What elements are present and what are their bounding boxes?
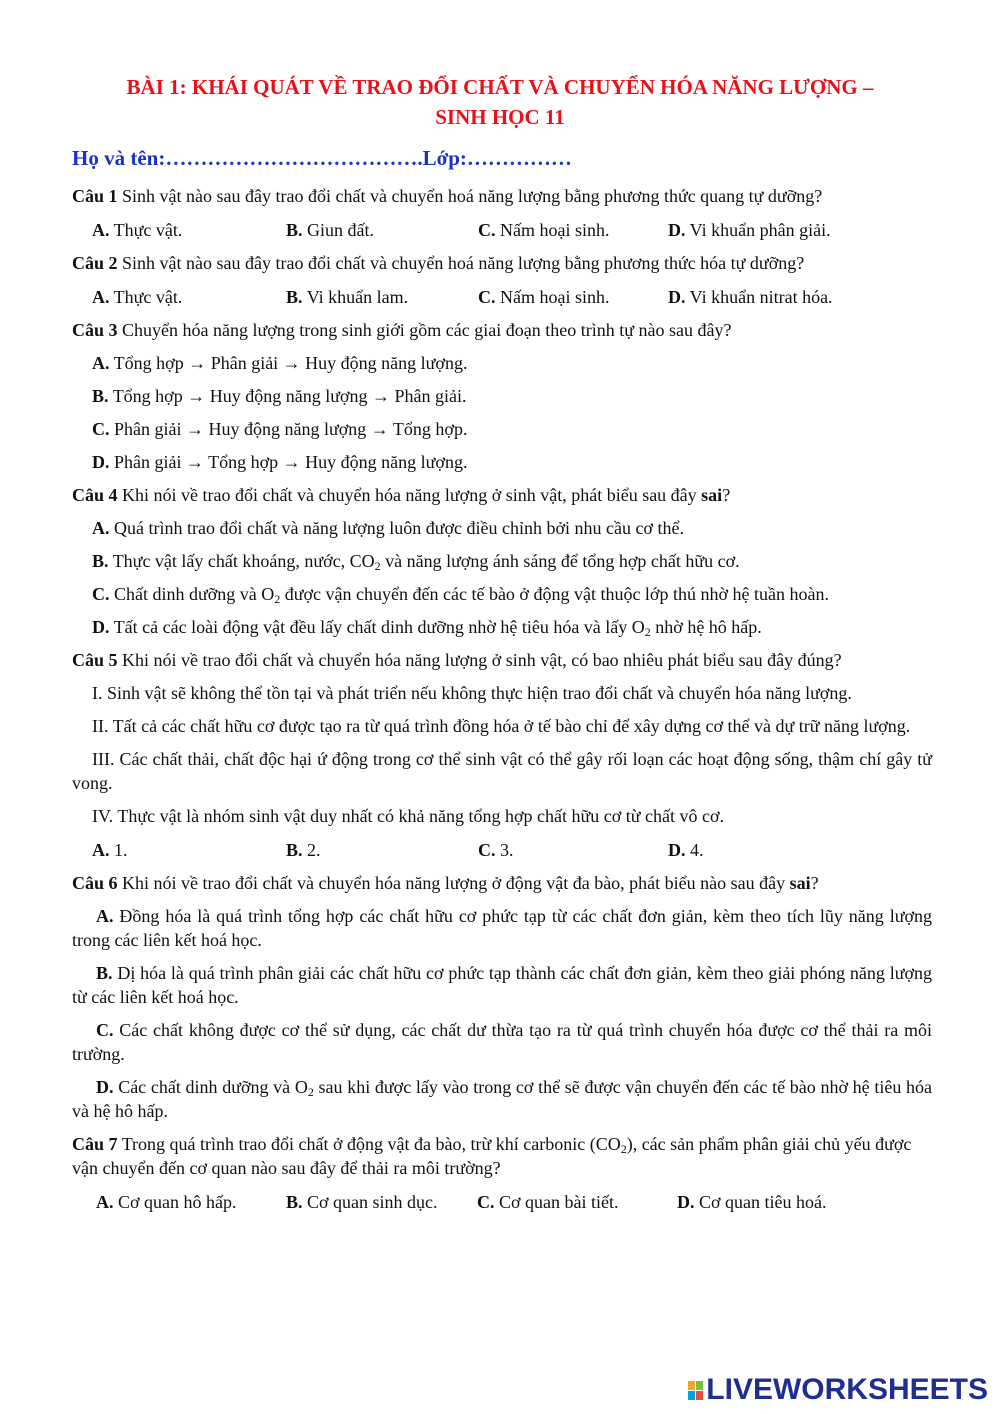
- question-2: Câu 2 Sinh vật nào sau đây trao đổi chất và chuyển hoá năng lượng bằng phương thức hóa tự dưỡng?: [72, 253, 805, 273]
- q4-option-a[interactable]: A. Quá trình trao đổi chất và năng lượng luôn được điều chỉnh bởi nhu cầu cơ thể.: [92, 518, 684, 538]
- q3-option-a[interactable]: A. Tổng hợp → Phân giải → Huy động năng lượng.: [92, 353, 468, 373]
- question-5: Câu 5 Khi nói về trao đổi chất và chuyển hóa năng lượng ở sinh vật, có bao nhiêu phát biểu sau đây đúng?: [72, 650, 842, 670]
- q7-option-a[interactable]: A. Cơ quan hô hấp.: [96, 1192, 237, 1212]
- q3-option-b[interactable]: B. Tổng hợp → Huy động năng lượng → Phân giải.: [92, 386, 467, 406]
- q1-option-d[interactable]: D. Vi khuẩn phân giải.: [668, 220, 831, 240]
- liveworksheets-logo-icon: [688, 1381, 703, 1400]
- liveworksheets-logo[interactable]: [688, 1373, 988, 1407]
- q6-option-c[interactable]: C. Các chất không được cơ thể sử dụng, các chất dư thừa tạo ra từ quá trình chuyển hóa được cơ thể thải ra môi trường.: [72, 1020, 932, 1064]
- question-3: Câu 3 Chuyển hóa năng lượng trong sinh giới gồm các giai đoạn theo trình tự nào sau đây?: [72, 320, 732, 340]
- q6-option-d[interactable]: D. Các chất dinh dưỡng và $O_2$ sau khi được lấy vào trong cơ thể sẽ được vận chuyển đến các tế bào nhờ hệ tiêu hóa và hệ hô hấp.: [72, 1077, 932, 1121]
- q7-option-d[interactable]: D. Cơ quan tiêu hoá.: [677, 1192, 827, 1212]
- q5-statement-1: I. Sinh vật sẽ không thể tồn tại và phát triển nếu không thực hiện trao đổi chất và chuyển hóa năng lượng.: [92, 683, 852, 703]
- logo-block-2: [696, 1381, 703, 1390]
- q5-statement-3: III. Các chất thải, chất độc hại ứ động trong cơ thể sinh vật có thể gây rối loạn các hoạt động sống, thậm chí gây tử vong.: [72, 749, 932, 793]
- q1-option-c[interactable]: C. Nấm hoại sinh.: [478, 220, 610, 240]
- question-7: Câu 7 Trong quá trình trao đổi chất ở động vật đa bào, trừ khí carbonic $(CO_2)$, các sản phẩm phân giải chủ yếu được vận chuyển đến cơ quan nào sau đây để thải ra môi trường?: [72, 1134, 912, 1178]
- question-1-options: [92, 218, 932, 242]
- q3-option-d[interactable]: D. Phân giải → Tổng hợp → Huy động năng lượng.: [92, 452, 468, 472]
- q2-option-a[interactable]: A. Thực vật.: [92, 287, 183, 307]
- q5-option-d[interactable]: D. 4.: [668, 840, 704, 860]
- q5-statement-2: II. Tất cả các chất hữu cơ được tạo ra từ quá trình đồng hóa ở tế bào chỉ để xây dựng cơ thể và dự trữ năng lượng.: [92, 716, 911, 736]
- question-2-options: [92, 285, 932, 309]
- q5-statement-4: IV. Thực vật là nhóm sinh vật duy nhất có khả năng tổng hợp chất hữu cơ từ chất vô cơ.: [92, 806, 725, 826]
- title-line-1: BÀI 1: KHÁI QUÁT VỀ TRAO ĐỔI CHẤT VÀ CHUYỂN HÓA NĂNG LƯỢNG –: [126, 75, 874, 99]
- q1-option-a[interactable]: A. Thực vật.: [92, 220, 183, 240]
- q3-option-c[interactable]: C. Phân giải → Huy động năng lượng → Tổng hợp.: [92, 419, 468, 439]
- q2-option-d[interactable]: D. Vi khuẩn nitrat hóa.: [668, 287, 833, 307]
- q1-option-b[interactable]: B. Giun đất.: [286, 220, 375, 240]
- q5-option-a[interactable]: A. 1.: [92, 840, 128, 860]
- question-7-options: [96, 1190, 932, 1214]
- q6-option-b[interactable]: B. Dị hóa là quá trình phân giải các chất hữu cơ phức tạp thành các chất đơn giản, kèm theo giải phóng năng lượng từ các liên kết hoá học.: [72, 963, 932, 1007]
- logo-block-4: [696, 1391, 703, 1400]
- page-title: [60, 72, 940, 132]
- q4-option-c[interactable]: C. Chất dinh dưỡng và $O_2$ được vận chuyển đến các tế bào ở động vật thuộc lớp thú nhờ hệ tuần hoàn.: [92, 584, 829, 606]
- question-5-options: [92, 838, 932, 862]
- question-4: Câu 4 Khi nói về trao đổi chất và chuyển hóa năng lượng ở sinh vật, phát biểu sau đây sai?: [72, 485, 731, 505]
- q2-option-c[interactable]: C. Nấm hoại sinh.: [478, 287, 610, 307]
- logo-block-1: [688, 1381, 695, 1390]
- questions-area: [72, 184, 932, 1214]
- question-6: Câu 6 Khi nói về trao đổi chất và chuyển hóa năng lượng ở động vật đa bào, phát biểu nào sau đây sai?: [72, 873, 819, 893]
- liveworksheets-logo-text: LIVEWORKSHEETS: [706, 1373, 988, 1406]
- title-line-2: SINH HỌC 11: [435, 105, 565, 129]
- question-1: Câu 1 Sinh vật nào sau đây trao đổi chất và chuyển hoá năng lượng bằng phương thức quang tự dưỡng?: [72, 186, 823, 206]
- q7-option-b[interactable]: B. Cơ quan sinh dục.: [286, 1192, 438, 1212]
- q5-option-b[interactable]: B. 2.: [286, 840, 321, 860]
- q4-option-b[interactable]: B. Thực vật lấy chất khoáng, nước, $CO_2$ và năng lượng ánh sáng để tổng hợp chất hữu cơ.: [92, 551, 740, 573]
- q5-option-c[interactable]: C. 3.: [478, 840, 514, 860]
- logo-block-3: [688, 1391, 695, 1400]
- q7-option-c[interactable]: C. Cơ quan bài tiết.: [477, 1192, 619, 1212]
- q4-option-d[interactable]: D. Tất cả các loài động vật đều lấy chất dinh dưỡng nhờ hệ tiêu hóa và lấy $O_2$ nhờ hệ hô hấp.: [92, 617, 762, 639]
- q6-option-a[interactable]: A. Đồng hóa là quá trình tổng hợp các chất hữu cơ phức tạp từ các chất đơn giản, kèm theo tích lũy năng lượng trong các liên kết hoá học.: [72, 906, 932, 950]
- student-name-class-line: Họ và tên:……………………………….Lớp:……………: [72, 146, 572, 170]
- q2-option-b[interactable]: B. Vi khuẩn lam.: [286, 287, 409, 307]
